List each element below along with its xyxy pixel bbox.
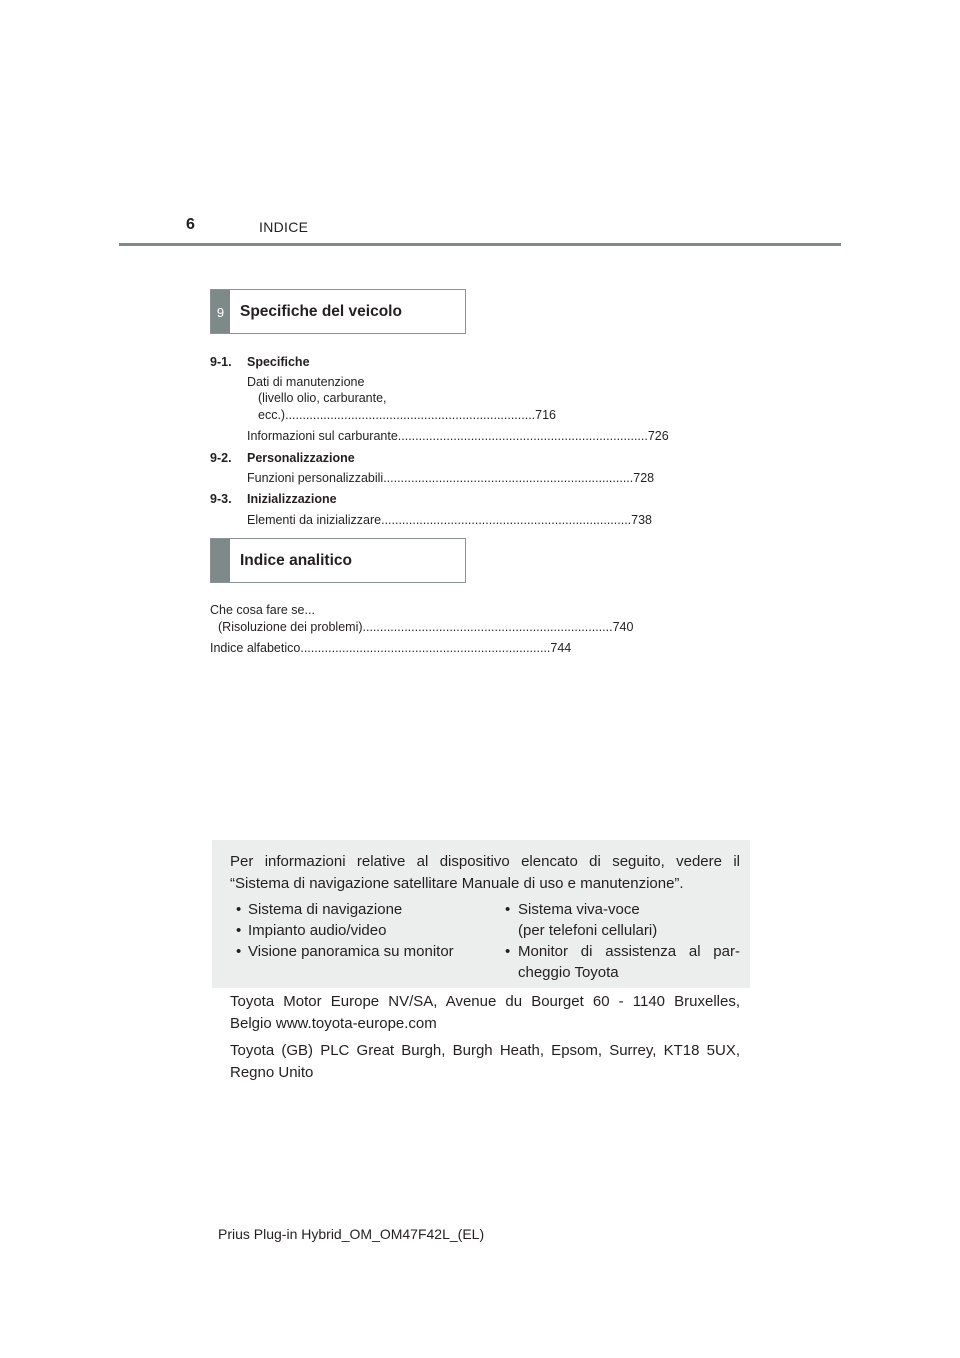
toc-page: 716 bbox=[535, 408, 557, 422]
address-line: Regno Unito bbox=[230, 1064, 314, 1081]
toc-chapter: Inizializzazione bbox=[247, 492, 337, 506]
section-title: Specifiche del veicolo bbox=[240, 303, 402, 320]
toc-leader-dots: ........................................................................ bbox=[397, 429, 648, 443]
toc-code: 9-2. bbox=[210, 451, 232, 465]
toc-entry-line: Che cosa fare se... bbox=[210, 603, 315, 617]
page-number: 6 bbox=[186, 216, 195, 233]
address-line: Toyota (GB) PLC Great Burgh, Burgh Heath, Epsom, Surrey, KT18 5UX, bbox=[230, 1042, 740, 1059]
address-line: Belgio www.toyota-europe.com bbox=[230, 1015, 437, 1032]
toc-entry-line: Dati di manutenzione bbox=[247, 375, 365, 389]
list-item: cheggio Toyota bbox=[518, 964, 619, 981]
list-item: Impianto audio/video bbox=[248, 922, 387, 939]
page-title: INDICE bbox=[259, 219, 309, 235]
list-item: Sistema viva-voce bbox=[518, 901, 640, 918]
toc-entry-text: (Risoluzione dei problemi) bbox=[218, 620, 363, 634]
info-intro-line: Per informazioni relative al dispositivo elencato di seguito, vedere il bbox=[230, 853, 740, 870]
list-item: Sistema di navigazione bbox=[248, 901, 403, 918]
index-section-header bbox=[210, 538, 466, 583]
bullet-icon: • bbox=[505, 901, 511, 918]
toc-page: 744 bbox=[550, 641, 572, 655]
bullet-icon: • bbox=[236, 943, 242, 960]
toc-chapter: Specifiche bbox=[247, 355, 310, 369]
section-tab: 9 bbox=[211, 290, 230, 333]
list-item: Visione panoramica su monitor bbox=[248, 943, 454, 960]
toc-entry[interactable] bbox=[247, 512, 653, 528]
list-item: Monitor di assistenza al par- bbox=[518, 943, 740, 960]
toc-entry[interactable] bbox=[247, 428, 669, 444]
bullet-icon: • bbox=[236, 922, 242, 939]
header-divider bbox=[119, 243, 841, 246]
toc-page: 728 bbox=[633, 471, 655, 485]
toc-entry[interactable] bbox=[210, 640, 572, 656]
toc-leader-dots: ........................................................................ bbox=[383, 471, 634, 485]
list-item: (per telefoni cellulari) bbox=[518, 922, 658, 939]
section-9-header bbox=[210, 289, 466, 334]
toc-entry-text: Indice alfabetico bbox=[210, 641, 301, 655]
section-title: Indice analitico bbox=[240, 552, 352, 569]
section-tab bbox=[211, 539, 230, 582]
toc-code: 9-1. bbox=[210, 355, 232, 369]
address-line: Toyota Motor Europe NV/SA, Avenue du Bourget 60 - 1140 Bruxelles, bbox=[230, 993, 740, 1010]
toc-leader-dots: ........................................................................ bbox=[285, 408, 536, 422]
document-footer: Prius Plug-in Hybrid_OM_OM47F42L_(EL) bbox=[218, 1226, 485, 1242]
toc-leader-dots: ........................................................................ bbox=[300, 641, 551, 655]
toc-entry[interactable] bbox=[258, 407, 557, 423]
toc-entry[interactable] bbox=[247, 470, 655, 486]
toc-entry-text: Informazioni sul carburante bbox=[247, 429, 398, 443]
toc-entry-text: Funzioni personalizzabili bbox=[247, 471, 384, 485]
toc-page: 726 bbox=[647, 429, 669, 443]
toc-page: 738 bbox=[631, 513, 653, 527]
toc-entry-text: ecc.) bbox=[258, 408, 286, 422]
info-intro-line: “Sistema di navigazione satellitare Manuale di uso e manutenzione”. bbox=[230, 875, 684, 892]
bullet-icon: • bbox=[505, 943, 511, 960]
toc-code: 9-3. bbox=[210, 492, 232, 506]
toc-entry-line: (livello olio, carburante, bbox=[258, 391, 387, 405]
toc-leader-dots: ........................................................................ bbox=[381, 513, 632, 527]
toc-entry-text: Elementi da inizializzare bbox=[247, 513, 382, 527]
toc-entry[interactable] bbox=[218, 619, 634, 635]
toc-page: 740 bbox=[612, 620, 634, 634]
toc-chapter: Personalizzazione bbox=[247, 451, 355, 465]
bullet-icon: • bbox=[236, 901, 242, 918]
toc-leader-dots: ........................................................................ bbox=[362, 620, 613, 634]
